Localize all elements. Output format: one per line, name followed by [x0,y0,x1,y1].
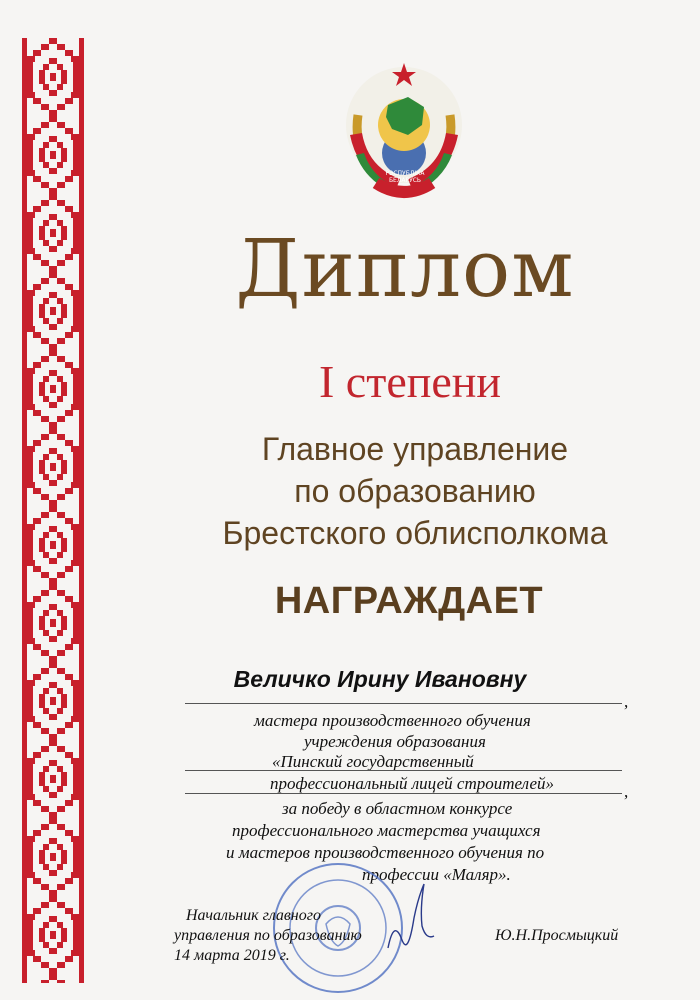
diploma-degree: I степени [318,356,502,407]
organization-name [0,428,700,554]
comma: , [624,692,629,711]
signer-name: Ю.Н.Просмыцкий [495,927,619,944]
date: 14 марта 2019 г. [174,947,290,964]
reason-line-4: профессии «Маляр». [362,865,511,884]
reason-line-3: и мастеров производственного обучения по [226,843,545,862]
signer-title-line-1: Начальник главного [186,907,321,924]
position-line-3: «Пинский государственный [272,752,474,771]
position-underline-2 [185,793,622,794]
awards-heading: НАГРАЖДАЕТ [274,580,544,622]
recipient-underline [185,703,622,704]
reason-line-1: за победу в областном конкурсе [282,799,513,818]
reason-line-2: профессионального мастерства учащихся [232,821,541,840]
diploma-title: Диплом [235,222,575,315]
org-line-2: по образованию [294,473,536,509]
org-line-1: Главное управление [261,431,569,467]
position-line-2: учреждения образования [304,732,486,751]
position-underline-1 [185,770,622,771]
org-line-3: Брестского облисполкома [222,515,608,551]
position-line-4: профессиональный лицей строителей» [270,774,554,793]
signer-title-line-2: управления по образованию [174,927,362,944]
comma-2: , [624,782,629,801]
recipient-name: Величко Ирину Ивановну [233,666,527,692]
signature-icon [380,878,440,958]
emblem-text-line1: РЭСПУБЛІКА [385,170,425,177]
position-line-1: мастера производственного обучения [254,711,531,730]
emblem-text-line2: БЕЛАРУСЬ [388,177,422,184]
emblem-text [372,170,438,184]
